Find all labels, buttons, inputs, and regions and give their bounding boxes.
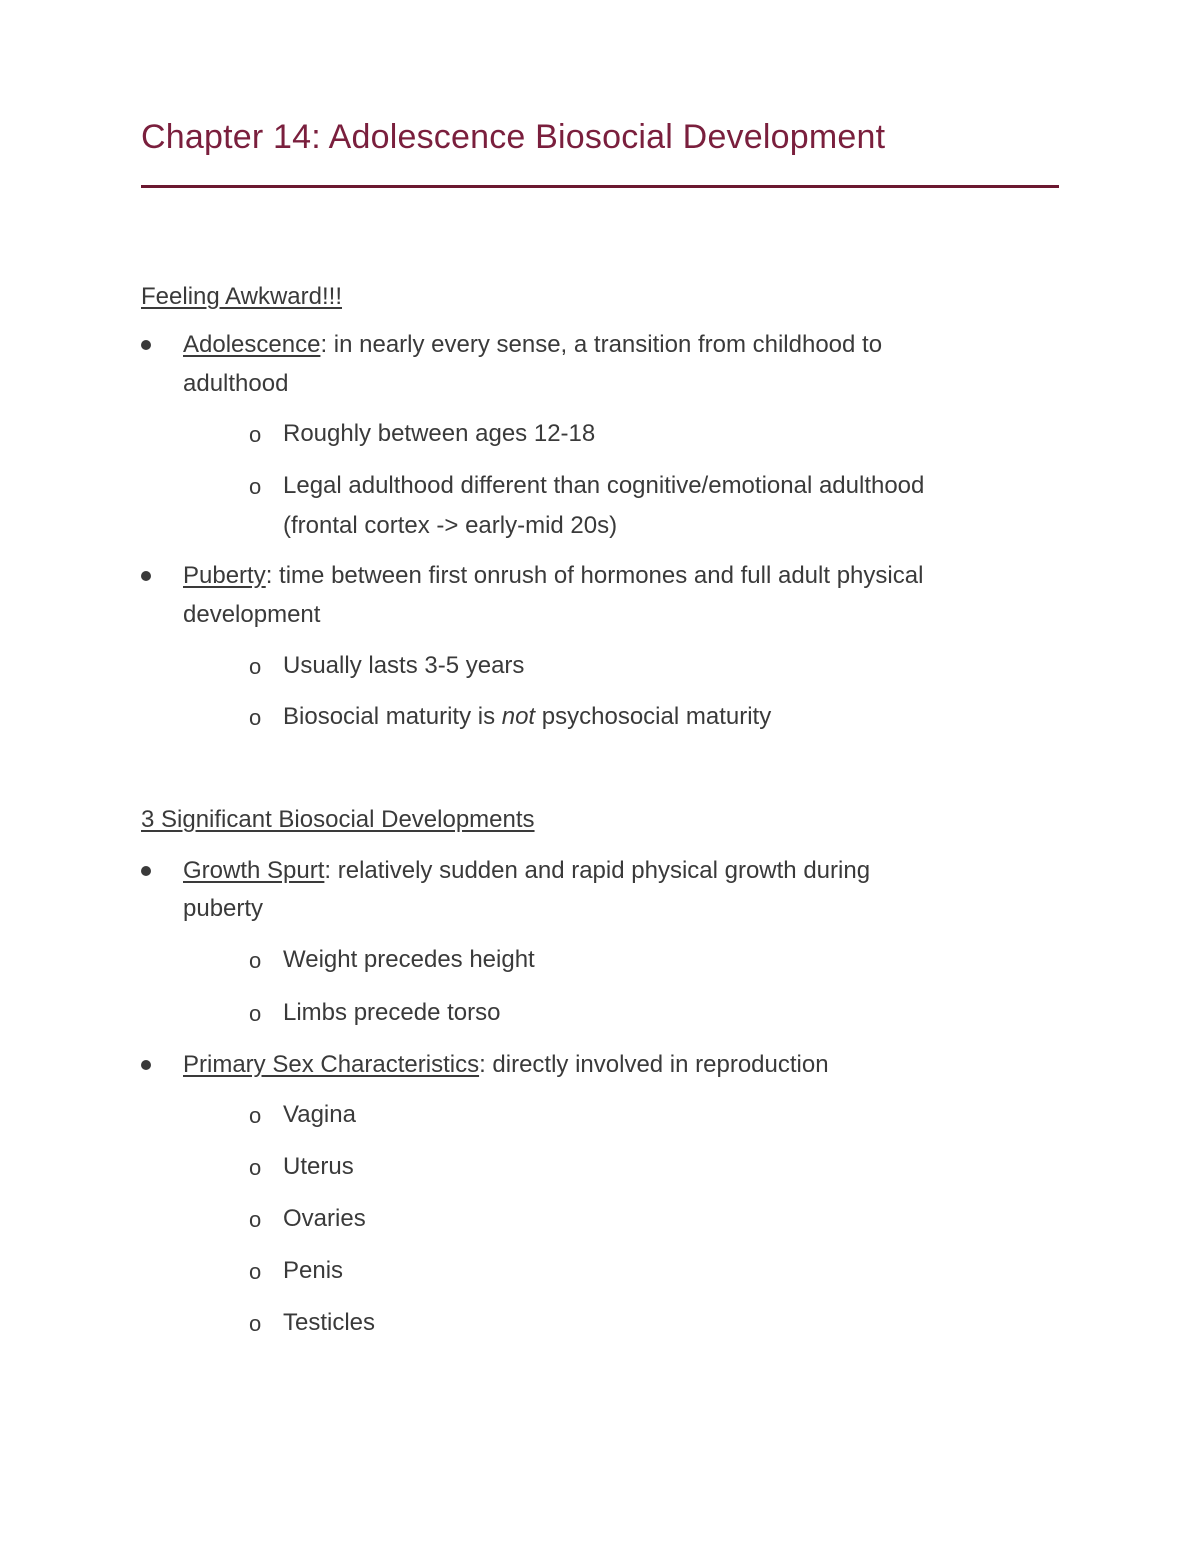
text-segment: Biosocial maturity is — [283, 703, 502, 730]
page-title: Chapter 14: Adolescence Biosocial Development — [141, 118, 886, 156]
sub-bullet-icon: o — [249, 654, 262, 679]
term-label: Growth Spurt — [183, 857, 325, 884]
term-definition-continued: puberty — [183, 895, 264, 922]
sub-list-item: Legal adulthood different than cognitive/emotional adulthood — [283, 472, 925, 499]
bullet-icon — [141, 571, 151, 581]
sub-bullet-icon: o — [249, 1259, 262, 1284]
sub-list-item: Uterus — [283, 1153, 354, 1180]
term-label: Primary Sex Characteristics — [183, 1051, 480, 1078]
title-divider — [141, 185, 1059, 188]
sub-list-item: Penis — [283, 1257, 344, 1284]
term-definition-continued: adulthood — [183, 370, 289, 397]
sub-list-item: Roughly between ages 12-18 — [283, 420, 596, 447]
sub-bullet-icon: o — [249, 1207, 262, 1232]
sub-list-item: Testicles — [283, 1309, 376, 1336]
section-heading: Feeling Awkward!!! — [141, 283, 342, 310]
text-segment: psychosocial maturity — [535, 703, 772, 730]
sub-bullet-icon: o — [249, 1311, 262, 1336]
term-definition: : time between first onrush of hormones and full adult physical — [265, 562, 924, 589]
section-heading: 3 Significant Biosocial Developments — [141, 806, 535, 833]
sub-bullet-icon: o — [249, 1155, 262, 1180]
sub-bullet-icon: o — [249, 1103, 262, 1128]
term-definition: : relatively sudden and rapid physical growth during — [324, 857, 871, 884]
list-item-term-line — [183, 561, 923, 591]
list-item-term-line — [183, 330, 882, 360]
sub-bullet-icon: o — [249, 948, 262, 973]
list-item-term-line — [183, 856, 870, 886]
sub-list-item: Weight precedes height — [283, 946, 535, 973]
sub-list-item-continued: (frontal cortex -> early-mid 20s) — [283, 512, 618, 539]
sub-list-item: Limbs precede torso — [283, 999, 501, 1026]
term-definition: : in nearly every sense, a transition from childhood to — [320, 331, 883, 358]
term-definition: : directly involved in reproduction — [479, 1051, 829, 1078]
sub-list-item: Usually lasts 3-5 years — [283, 652, 525, 679]
term-label: Puberty — [183, 562, 266, 589]
term-definition-continued: development — [183, 601, 321, 628]
sub-bullet-icon: o — [249, 1001, 262, 1026]
sub-bullet-icon: o — [249, 474, 262, 499]
sub-bullet-icon: o — [249, 705, 262, 730]
term-label: Adolescence — [183, 331, 321, 358]
list-item-term-line — [183, 1050, 829, 1080]
emphasis-text: not — [501, 703, 536, 730]
bullet-icon — [141, 340, 151, 350]
bullet-icon — [141, 866, 151, 876]
sub-list-item: Ovaries — [283, 1205, 366, 1232]
sub-bullet-icon: o — [249, 422, 262, 447]
sub-list-item: Vagina — [283, 1101, 356, 1128]
bullet-icon — [141, 1060, 151, 1070]
sub-list-item — [283, 702, 771, 732]
